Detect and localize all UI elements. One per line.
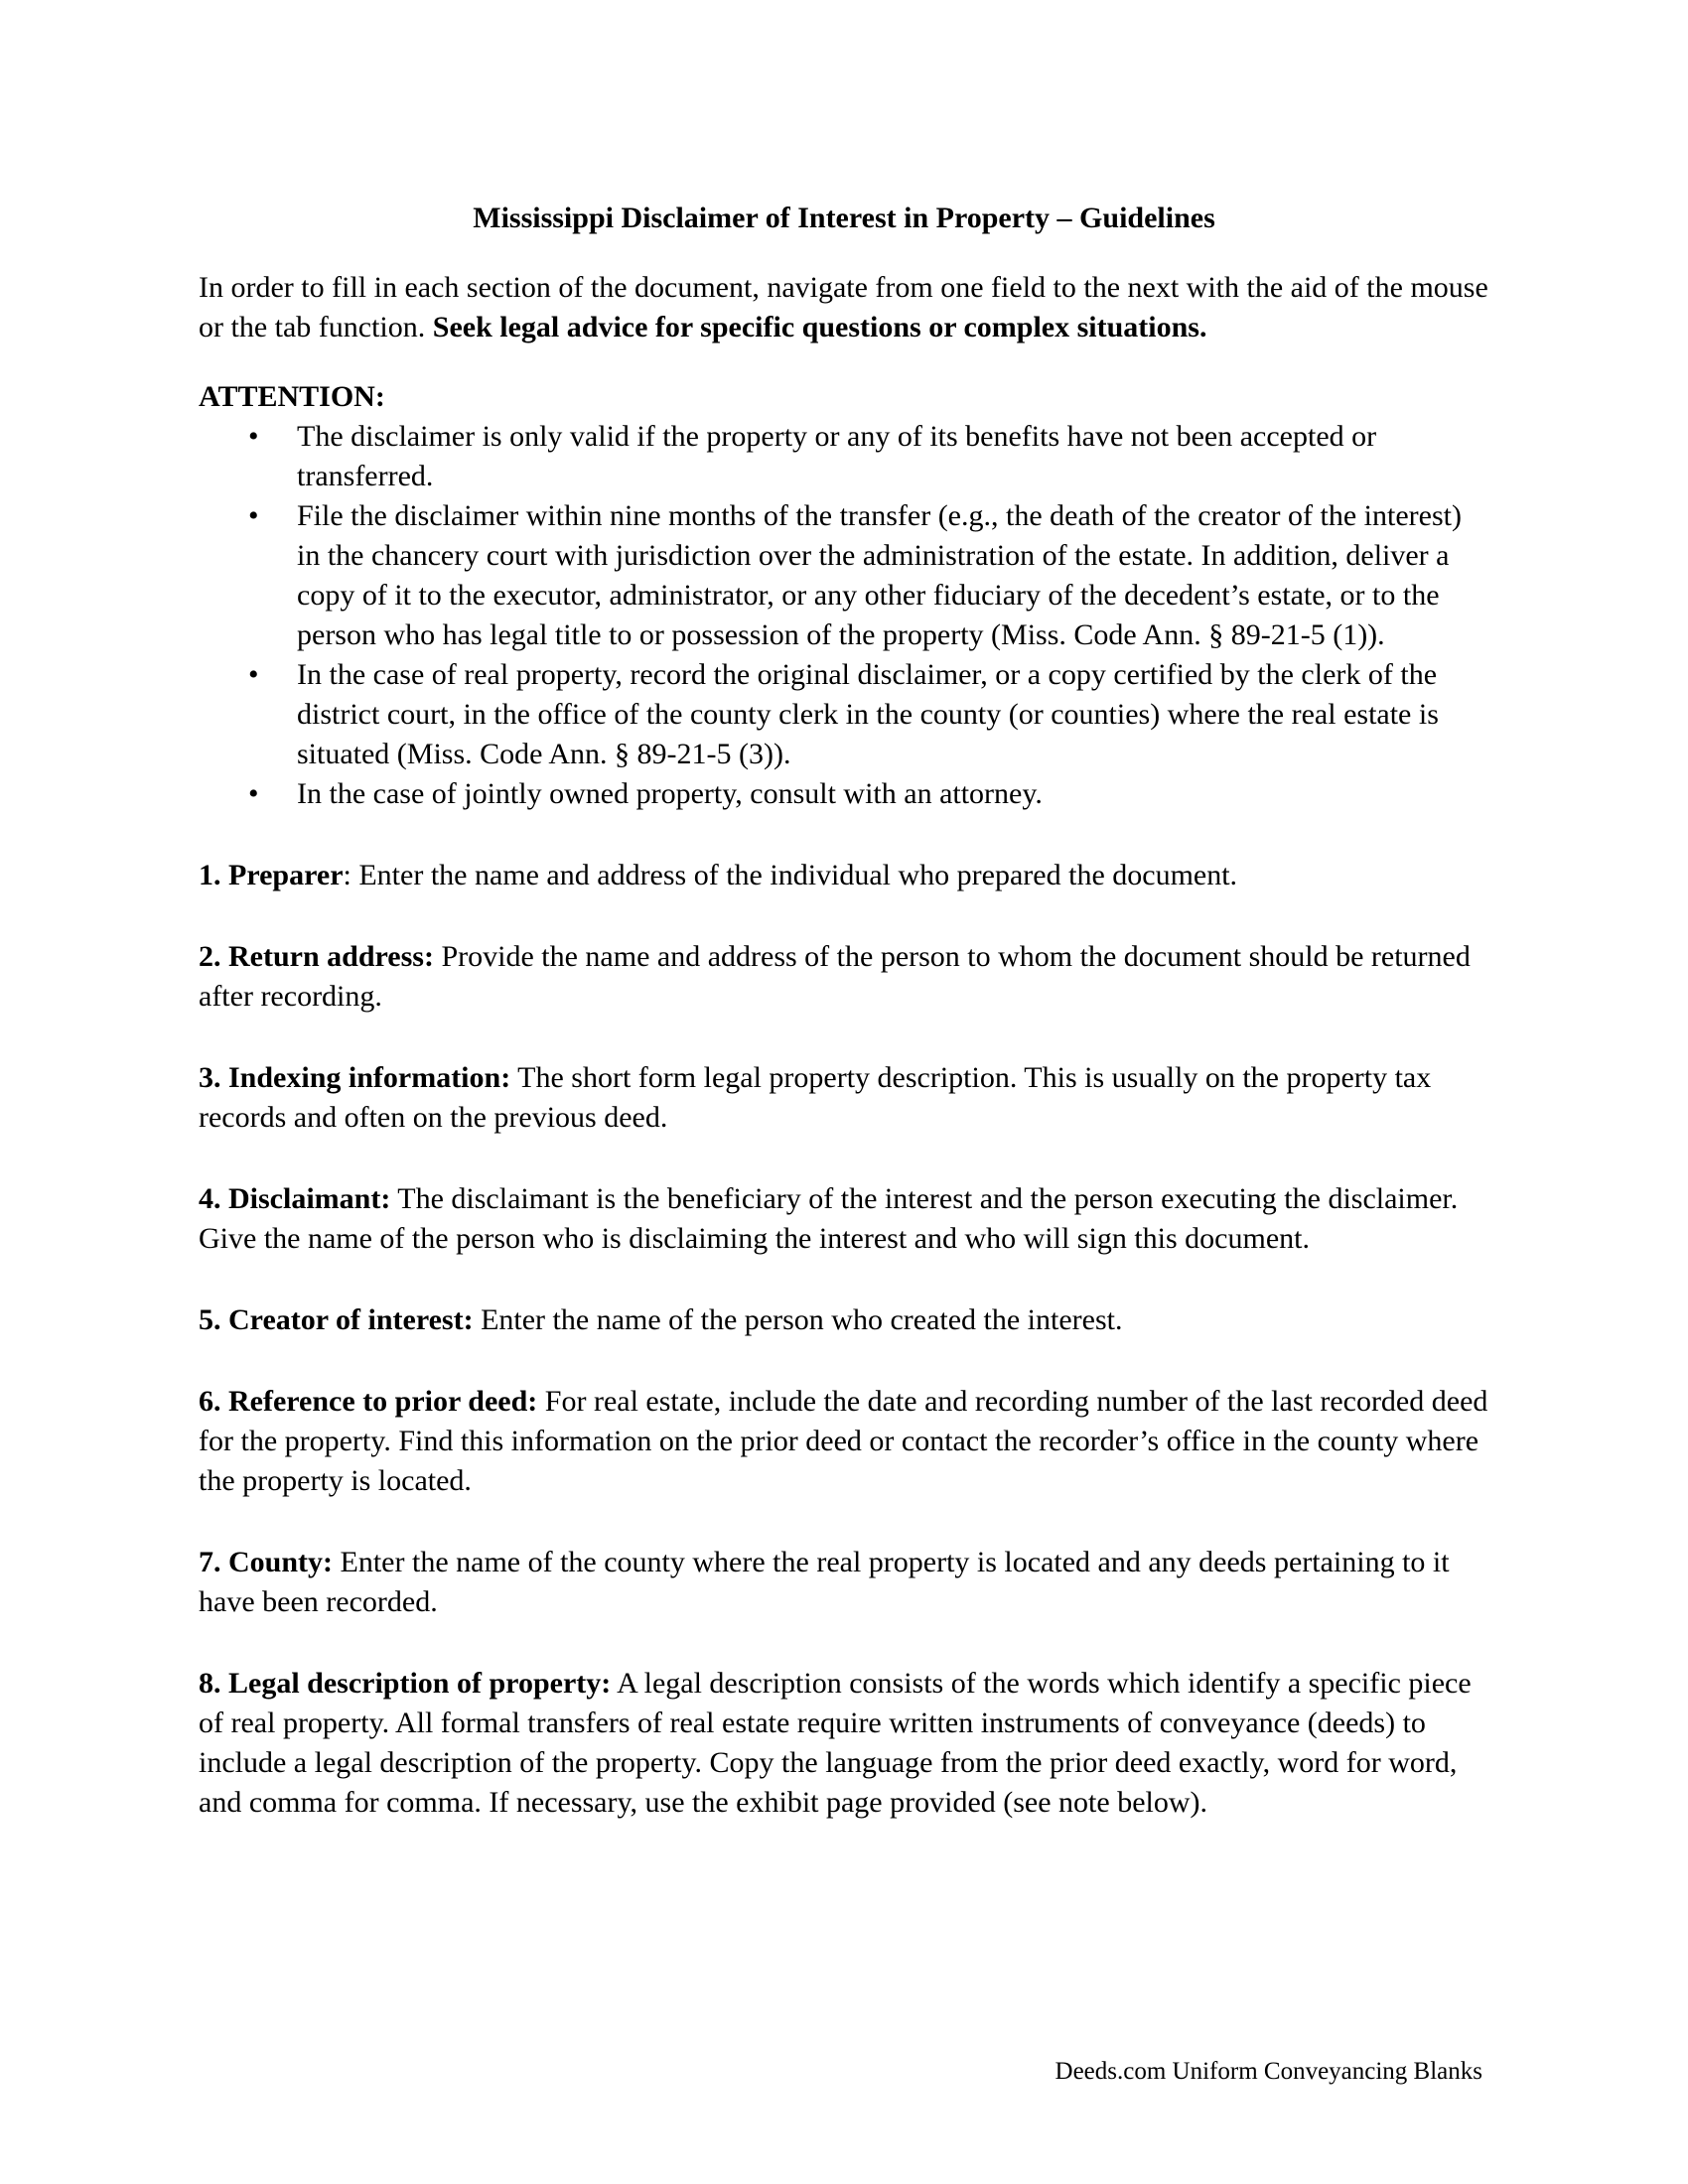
document-page — [199, 199, 1489, 1823]
section-county — [199, 1543, 1489, 1622]
section-text: : Enter the name and address of the individual who prepared the document. — [343, 859, 1238, 891]
section-text: For real estate, include the date and recording number of the last recorded deed for the property. Find this information on the prior deed or contact the recorder’s office in the county where the property is located. — [199, 1385, 1488, 1497]
section-text: A legal description consists of the words which identify a specific piece of real property. All formal transfers of real estate require written instruments of conveyance (deeds) to include a legal description of the property. Copy the language from the prior deed exactly, word for word, and comma for comma. If necessary, use the exhibit page provided (see note below). — [199, 1667, 1472, 1819]
section-label: 1. Preparer — [199, 859, 344, 891]
intro-text: In order to fill in each section of the document, navigate from one field to the next with the aid of the mouse or the tab function. — [199, 271, 1488, 343]
page-title: Mississippi Disclaimer of Interest in Property – Guidelines — [473, 202, 1215, 234]
section-label: 7. County: — [199, 1546, 334, 1578]
section-text: Enter the name of the county where the real property is located and any deeds pertaining to it have been recorded. — [199, 1546, 1450, 1618]
list-item — [199, 774, 1489, 814]
section-text: The short form legal property description. This is usually on the property tax records and often on the previous deed. — [199, 1061, 1432, 1134]
section-label: 6. Reference to prior deed: — [199, 1385, 538, 1418]
attention-heading: ATTENTION: — [199, 380, 385, 413]
section-label: 4. Disclaimant: — [199, 1182, 391, 1215]
section-label: 2. Return address: — [199, 940, 434, 973]
intro-legal-advice: Seek legal advice for specific questions or complex situations. — [432, 311, 1207, 343]
section-creator-of-interest — [199, 1300, 1489, 1340]
list-item-text: File the disclaimer within nine months of the transfer (e.g., the death of the creator of the interest) in the chancery court with jurisdiction over the administration of the estate. In addition, deliver a copy of it to the executor, administrator, or any other fiduciary of the decedent’s estate, or to the person who has legal title to or possession of the property (Miss. Code Ann. § 89-21-5 (1)). — [297, 499, 1462, 651]
bullet-icon: • — [248, 499, 259, 532]
section-indexing-information — [199, 1058, 1489, 1138]
list-item-text: In the case of real property, record the original disclaimer, or a copy certified by the clerk of the district court, in the office of the county clerk in the county (or counties) where the real estate is situated (Miss. Code Ann. § 89-21-5 (3)). — [297, 658, 1439, 770]
section-disclaimant — [199, 1179, 1489, 1259]
section-reference-to-prior-deed — [199, 1382, 1489, 1501]
section-label: 5. Creator of interest: — [199, 1303, 474, 1336]
bullet-icon: • — [248, 420, 259, 453]
page-footer: Deeds.com Uniform Conveyancing Blanks — [1055, 2058, 1482, 2085]
bullet-icon: • — [248, 777, 259, 810]
section-text: The disclaimant is the beneficiary of the interest and the person executing the disclaimer. Give the name of the person who is disclaiming the interest and who will sign this document. — [199, 1182, 1459, 1255]
attention-list — [199, 417, 1489, 814]
section-legal-description — [199, 1664, 1489, 1823]
bullet-icon: • — [248, 658, 259, 691]
list-item — [199, 496, 1489, 655]
list-item-text: In the case of jointly owned property, consult with an attorney. — [297, 777, 1043, 810]
list-item — [199, 655, 1489, 774]
section-text: Provide the name and address of the person to whom the document should be returned after recording. — [199, 940, 1471, 1013]
section-preparer — [199, 856, 1489, 895]
list-item — [199, 417, 1489, 496]
section-label: 3. Indexing information: — [199, 1061, 511, 1094]
section-label: 8. Legal description of property: — [199, 1667, 612, 1700]
intro-paragraph — [199, 268, 1489, 347]
section-return-address — [199, 937, 1489, 1017]
section-text: Enter the name of the person who created the interest. — [473, 1303, 1123, 1336]
list-item-text: The disclaimer is only valid if the property or any of its benefits have not been accepted or transferred. — [297, 420, 1377, 492]
